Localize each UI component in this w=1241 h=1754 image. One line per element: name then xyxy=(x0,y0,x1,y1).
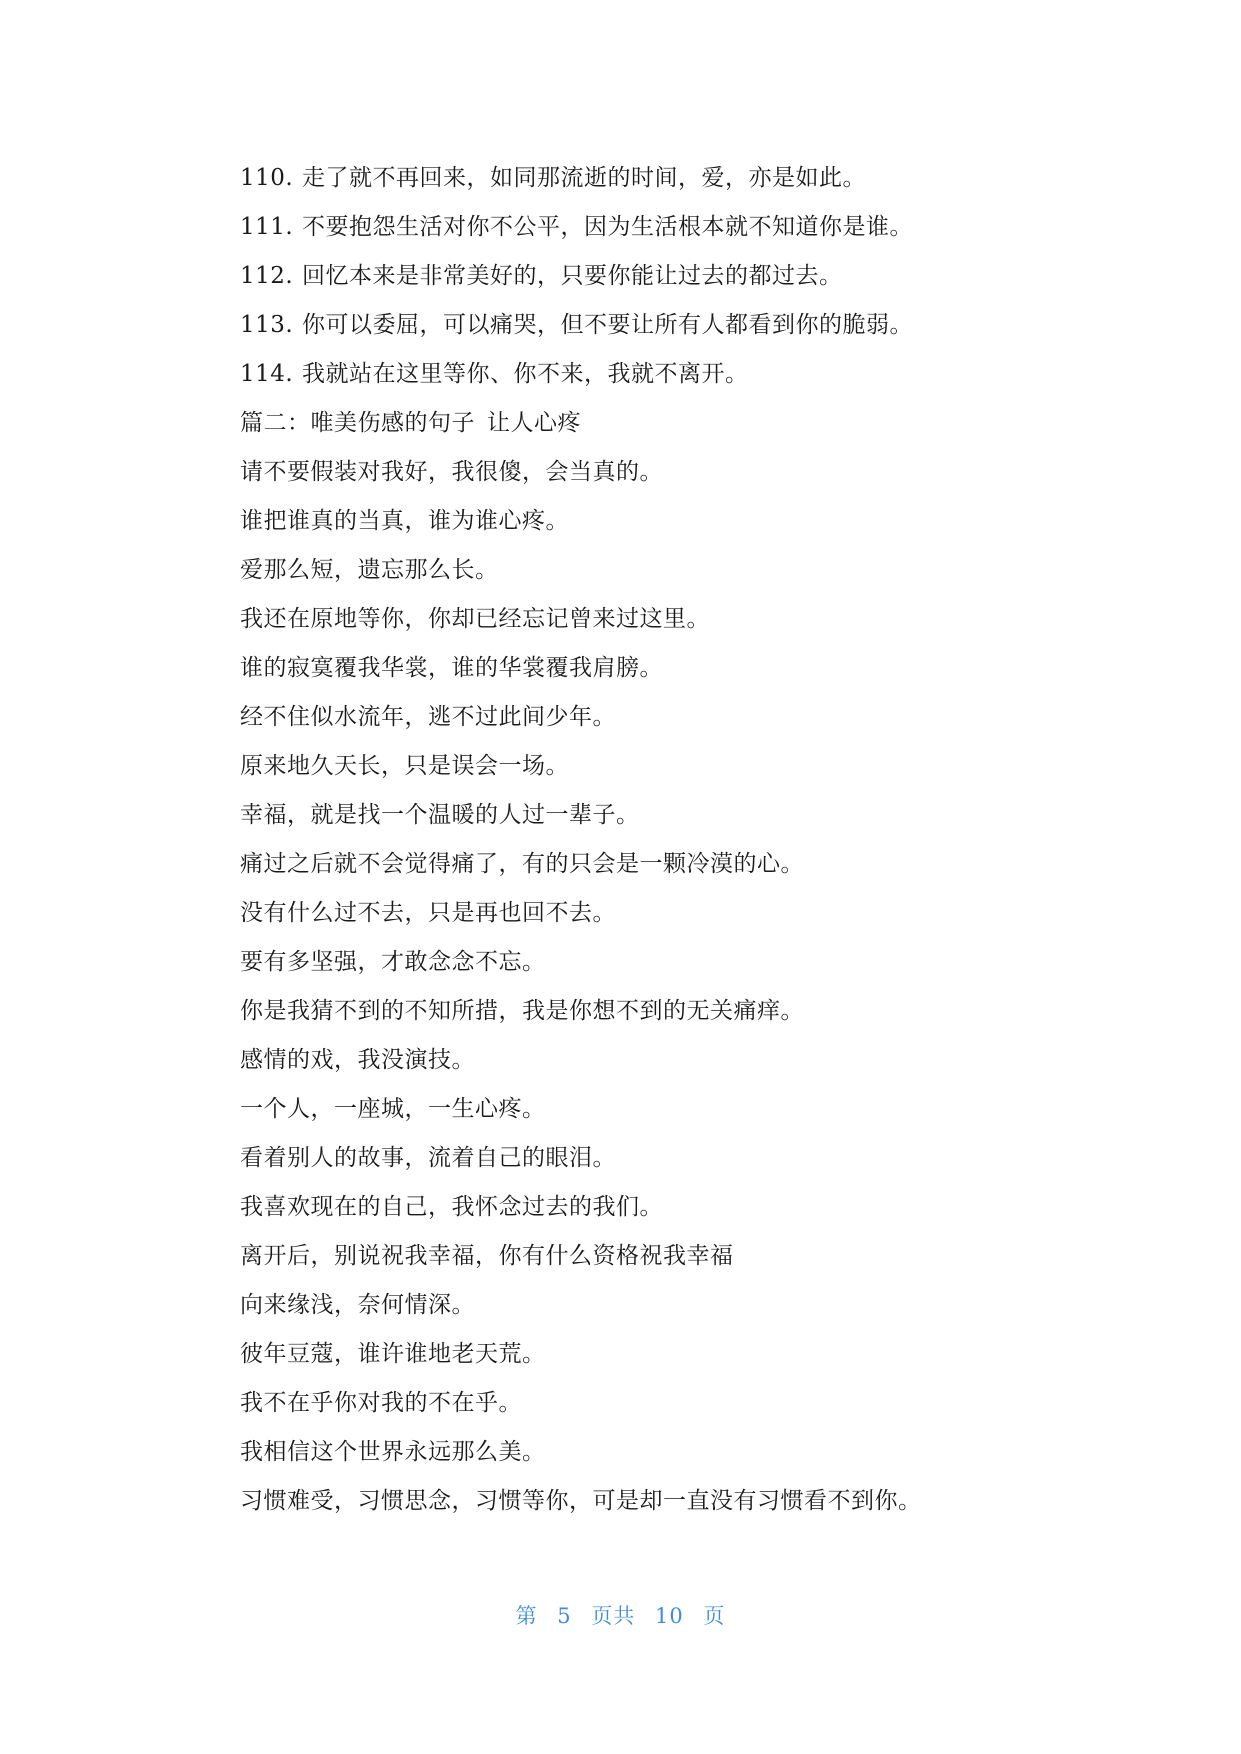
sentence-line: 幸福，就是找一个温暖的人过一辈子。 xyxy=(240,802,640,828)
item-text: 回忆本来是非常美好的，只要你能让过去的都过去。 xyxy=(302,263,843,289)
numbered-item xyxy=(240,252,1060,301)
sentence-line: 原来地久天长，只是误会一场。 xyxy=(240,753,569,779)
section-heading xyxy=(240,399,1060,448)
numbered-item xyxy=(240,154,1060,203)
sentence-line: 经不住似水流年，逃不过此间少年。 xyxy=(240,704,616,730)
sentence-line: 我还在原地等你，你却已经忘记曾来过这里。 xyxy=(240,606,710,632)
footer-total-pages: 10 xyxy=(655,1604,684,1628)
item-number: 113. xyxy=(240,312,294,338)
section-heading-label: 篇二：唯美伤感的句子 xyxy=(240,410,475,436)
sentence-line: 习惯难受，习惯思念，习惯等你，可是却一直没有习惯看不到你。 xyxy=(240,1488,922,1514)
numbered-item xyxy=(240,301,1060,350)
sentence-line: 感情的戏，我没演技。 xyxy=(240,1047,475,1073)
item-text: 走了就不再回来，如同那流逝的时间，爱，亦是如此。 xyxy=(302,165,866,191)
sentence-line: 一个人，一座城，一生心疼。 xyxy=(240,1096,546,1122)
item-number: 112. xyxy=(240,263,294,289)
item-number: 111. xyxy=(240,214,294,240)
item-text: 不要抱怨生活对你不公平，因为生活根本就不知道你是谁。 xyxy=(302,214,913,240)
section-heading-subtitle: 让人心疼 xyxy=(487,410,581,436)
sentence-line: 离开后，别说祝我幸福，你有什么资格祝我幸福 xyxy=(240,1243,734,1269)
item-text: 我就站在这里等你、你不来，我就不离开。 xyxy=(302,361,749,387)
item-text: 你可以委屈，可以痛哭，但不要让所有人都看到你的脆弱。 xyxy=(302,312,913,338)
sentence-line: 你是我猜不到的不知所措，我是你想不到的无关痛痒。 xyxy=(240,998,804,1024)
sentence-line: 要有多坚强，才敢念念不忘。 xyxy=(240,949,546,975)
page-footer xyxy=(0,1600,1241,1630)
sentence-line: 谁把谁真的当真，谁为谁心疼。 xyxy=(240,508,569,534)
sentence-line: 我相信这个世界永远那么美。 xyxy=(240,1439,546,1465)
sentence-line: 请不要假装对我好，我很傻，会当真的。 xyxy=(240,459,663,485)
item-number: 110. xyxy=(240,165,294,191)
footer-prefix: 第 xyxy=(515,1604,538,1628)
numbered-item xyxy=(240,203,1060,252)
footer-suffix: 页 xyxy=(703,1604,726,1628)
sentence-line: 看着别人的故事，流着自己的眼泪。 xyxy=(240,1145,616,1171)
sentence-line: 爱那么短，遗忘那么长。 xyxy=(240,557,499,583)
sentence-line: 彼年豆蔻，谁许谁地老天荒。 xyxy=(240,1341,546,1367)
sentence-line: 我喜欢现在的自己，我怀念过去的我们。 xyxy=(240,1194,663,1220)
sentence-line: 向来缘浅，奈何情深。 xyxy=(240,1292,475,1318)
footer-middle: 页共 xyxy=(591,1604,636,1628)
footer-current-page: 5 xyxy=(557,1604,572,1628)
sentence-line: 我不在乎你对我的不在乎。 xyxy=(240,1390,522,1416)
sentence-line: 谁的寂寞覆我华裳，谁的华裳覆我肩膀。 xyxy=(240,655,663,681)
sentence-line: 痛过之后就不会觉得痛了，有的只会是一颗冷漠的心。 xyxy=(240,851,804,877)
page-content xyxy=(240,154,1060,1526)
numbered-item xyxy=(240,350,1060,399)
sentence-line: 没有什么过不去，只是再也回不去。 xyxy=(240,900,616,926)
item-number: 114. xyxy=(240,361,294,387)
